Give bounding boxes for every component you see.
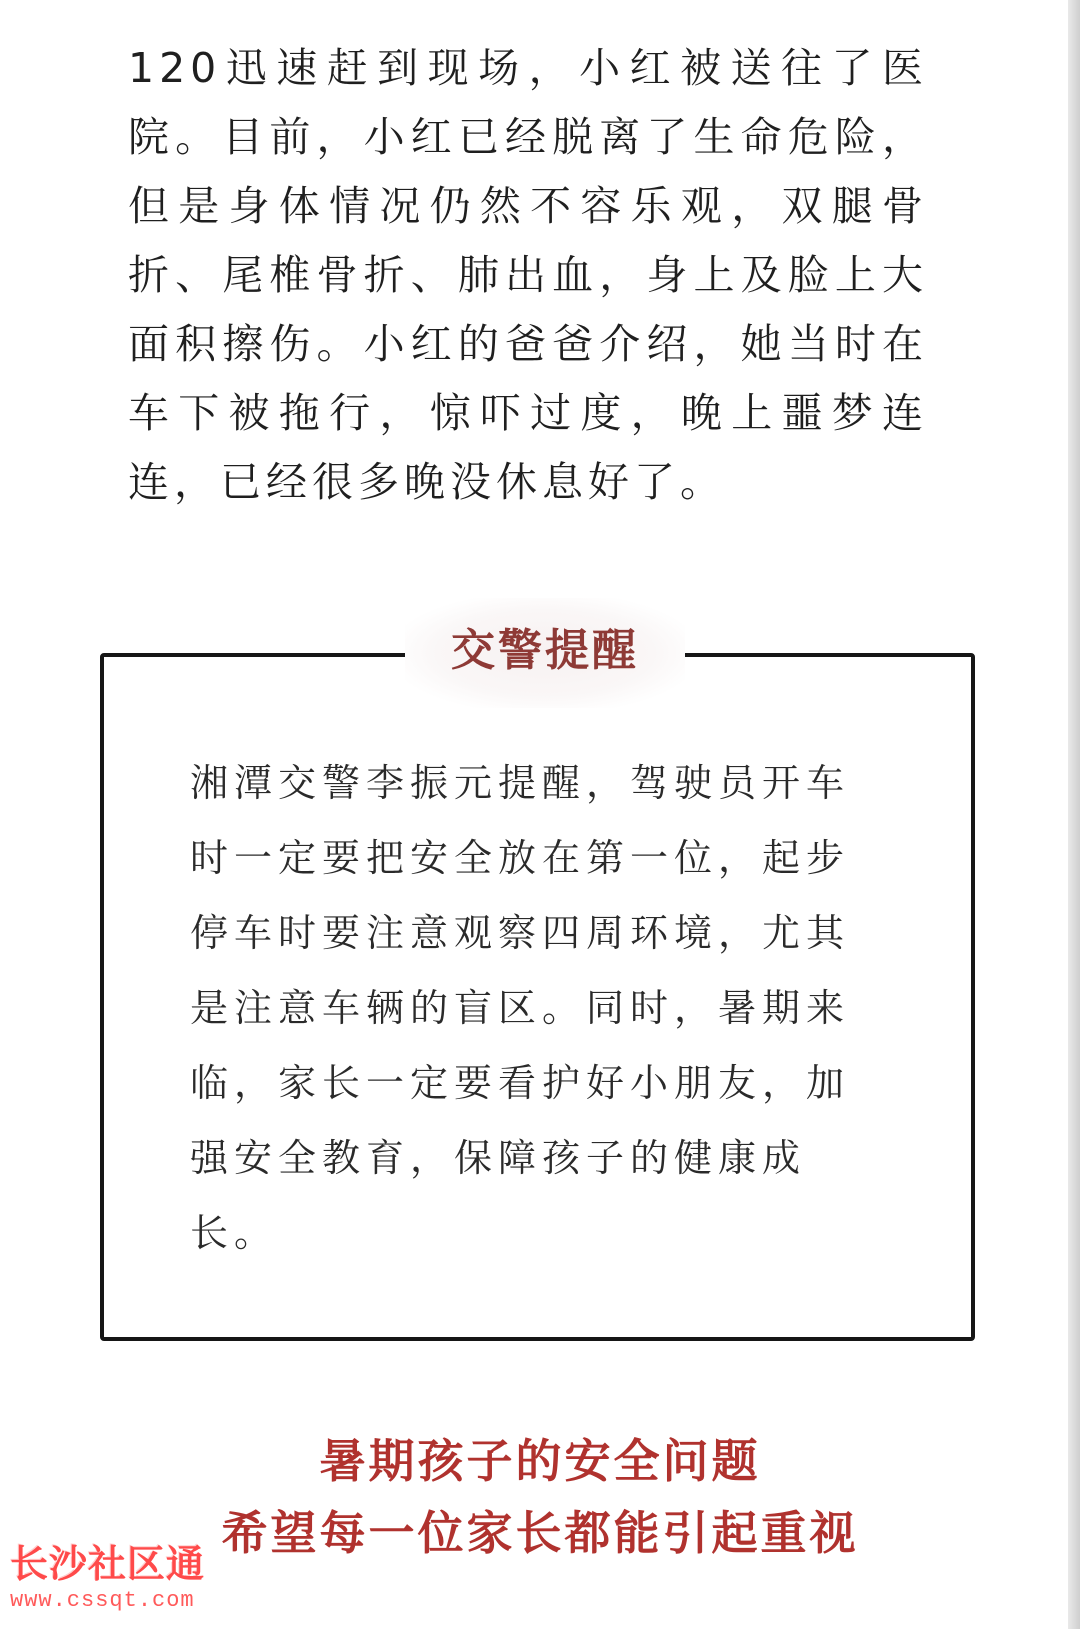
intro-paragraph: 120迅速赶到现场，小红被送往了医院。目前，小红已经脱离了生命危险，但是身体情况仍然不容乐观，双腿骨折、尾椎骨折、肺出血，身上及脸上大面积擦伤。小红的爸爸介绍，她当时在车下被拖行，惊吓过度，晚上噩梦连连，已经很多晚没休息好了。 [128, 44, 928, 506]
watermark-logo: 长沙社区通 [10, 1542, 206, 1586]
watermark-url: www.cssqt.com [10, 1588, 195, 1613]
reminder-title: 交警提醒 [451, 625, 639, 676]
watermark [10, 1540, 240, 1614]
closing-line-1: 暑期孩子的安全问题 [319, 1434, 761, 1488]
page-edge-shadow [1068, 0, 1080, 1629]
closing-line-2: 希望每一位家长都能引起重视 [221, 1506, 859, 1560]
reminder-text: 湘潭交警李振元提醒，驾驶员开车时一定要把安全放在第一位，起步停车时要注意观察四周环境，尤其是注意车辆的盲区。同时，暑期来临，家长一定要看护好小朋友，加强安全教育，保障孩子的健康成长。 [190, 761, 851, 1255]
